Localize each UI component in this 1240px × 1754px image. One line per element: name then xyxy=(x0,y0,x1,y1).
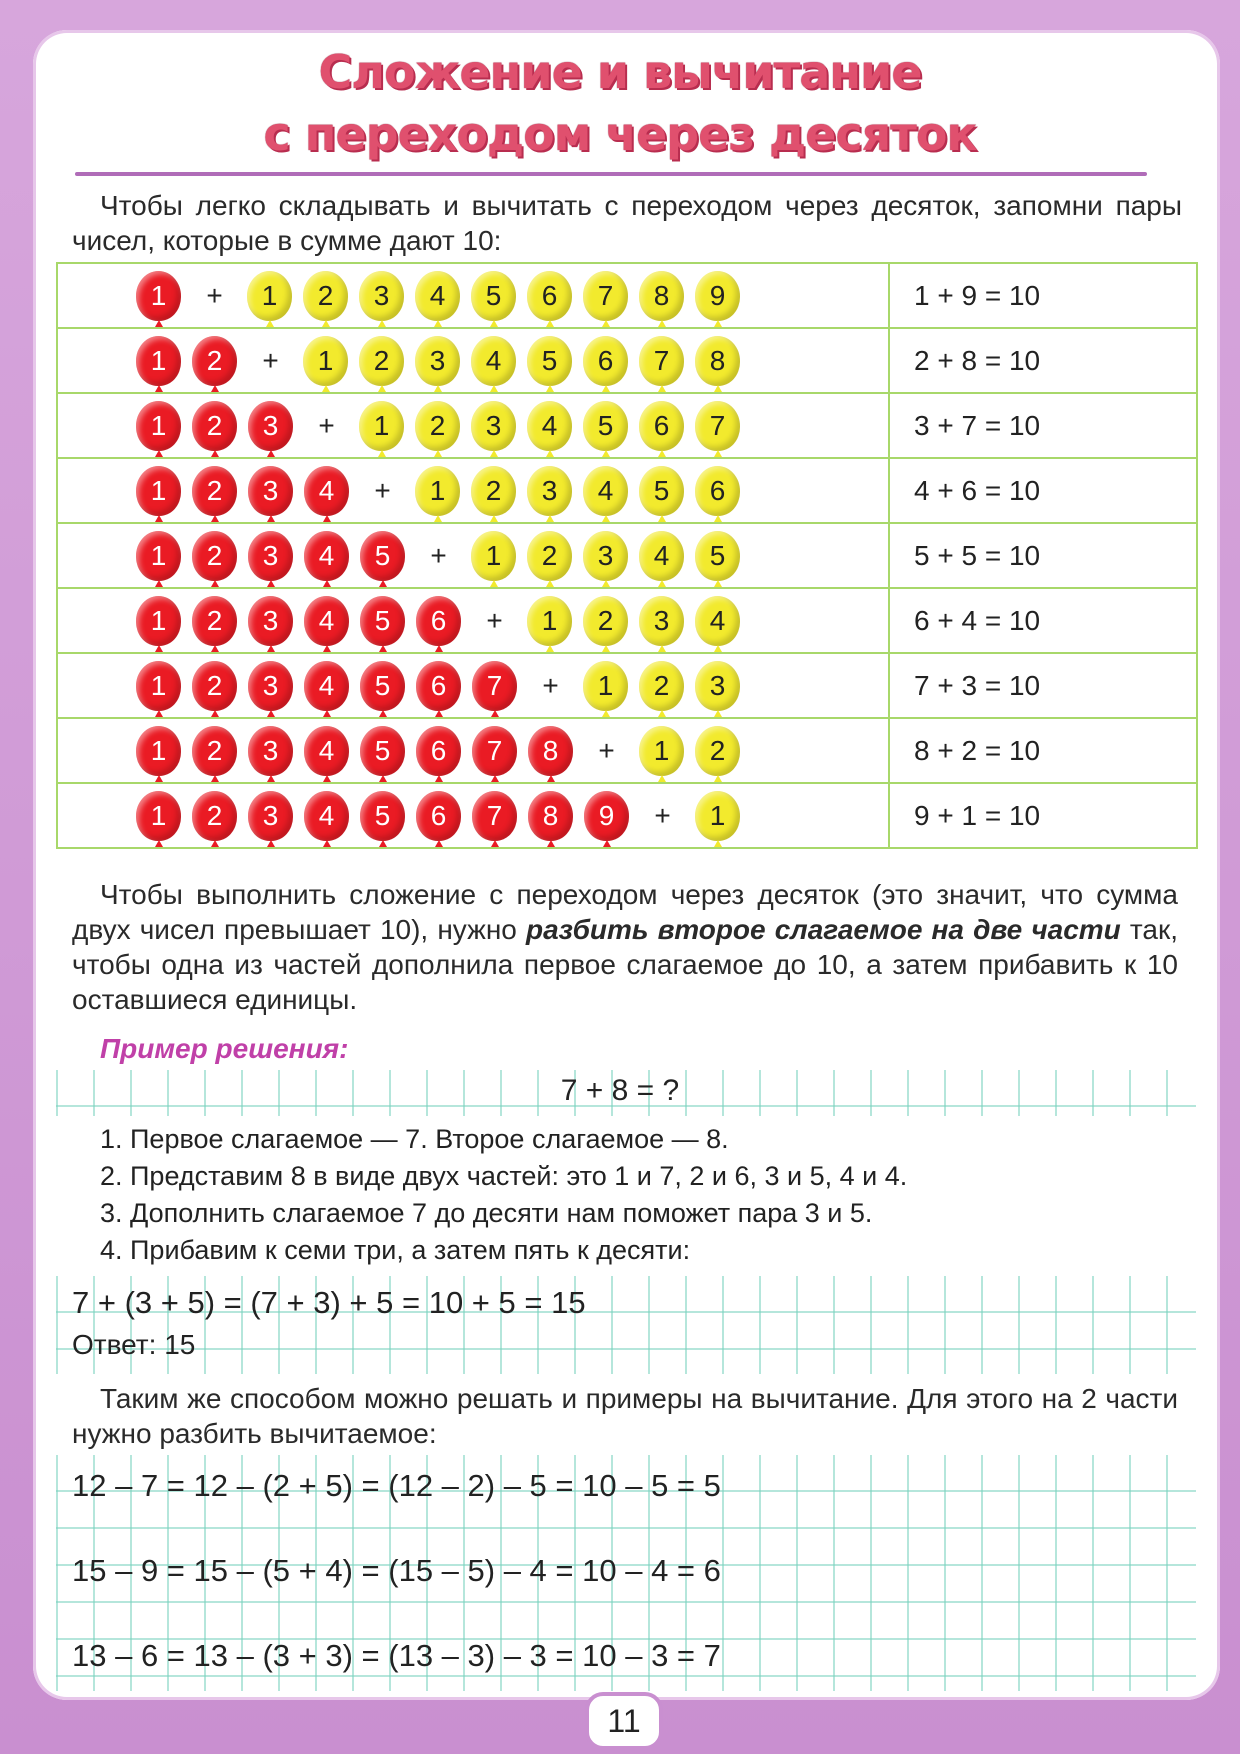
yellow-balloon-icon: 4 xyxy=(527,401,572,451)
page-title-line1: Сложение и вычитание xyxy=(318,45,922,99)
yellow-balloon-icon: 2 xyxy=(471,466,516,516)
yellow-balloon-icon: 1 xyxy=(471,531,516,581)
red-balloon-icon: 2 xyxy=(192,401,237,451)
yellow-balloon-icon: 8 xyxy=(695,336,740,386)
red-balloon-icon: 1 xyxy=(136,596,181,646)
pair-equation: 3 + 7 = 10 xyxy=(889,393,1197,458)
red-balloon-icon: 1 xyxy=(136,336,181,386)
red-balloon-icon: 4 xyxy=(304,661,349,711)
pair-row xyxy=(57,393,1197,458)
red-balloon-icon: 8 xyxy=(528,726,573,776)
pair-balls-cell xyxy=(57,653,889,718)
rule-text-part2: так, чтобы одна из частей дополнила первое слагаемое до 10, а затем прибавить к 10 оставшиеся единицы. xyxy=(72,914,1179,1015)
yellow-balloon-icon: 6 xyxy=(583,336,628,386)
example-step-2: 2. Представим 8 в виде двух частей: это 1 и 7, 2 и 6, 3 и 5, 4 и 4. xyxy=(100,1161,908,1191)
yellow-balloon-icon: 2 xyxy=(415,401,460,451)
rule-text-bold: разбить второе слагаемое на две части xyxy=(525,914,1121,945)
pair-row xyxy=(57,653,1197,718)
red-balloon-icon: 1 xyxy=(136,401,181,451)
red-balloon-icon: 7 xyxy=(472,661,517,711)
yellow-balloon-icon: 3 xyxy=(359,271,404,321)
red-balloon-icon: 3 xyxy=(248,531,293,581)
yellow-balloon-icon: 2 xyxy=(639,661,684,711)
yellow-balloon-icon: 2 xyxy=(359,336,404,386)
subtraction-example-3: 13 – 6 = 13 – (3 + 3) = (13 – 3) – 3 = 10 – 3 = 7 xyxy=(72,1638,721,1673)
title-divider xyxy=(75,172,1147,176)
yellow-balloon-icon: 3 xyxy=(471,401,516,451)
red-balloon-icon: 3 xyxy=(248,791,293,841)
rule-text-part1: Чтобы выполнить сложение с переходом через десяток (это значит, что сумма двух чисел превышает 10), нужно xyxy=(72,879,1178,945)
pair-equation: 6 + 4 = 10 xyxy=(889,588,1197,653)
yellow-balloon-icon: 1 xyxy=(359,401,404,451)
red-balloon-icon: 5 xyxy=(360,661,405,711)
yellow-balloon-icon: 6 xyxy=(695,466,740,516)
red-balloon-icon: 6 xyxy=(416,661,461,711)
red-balloon-icon: 1 xyxy=(136,531,181,581)
yellow-balloon-icon: 3 xyxy=(527,466,572,516)
red-balloon-icon: 1 xyxy=(136,661,181,711)
example-solution: 7 + (3 + 5) = (7 + 3) + 5 = 10 + 5 = 15 xyxy=(72,1285,586,1320)
red-balloon-icon: 4 xyxy=(304,791,349,841)
red-balloon-icon: 4 xyxy=(304,596,349,646)
red-balloon-icon: 2 xyxy=(192,336,237,386)
yellow-balloon-icon: 7 xyxy=(583,271,628,321)
yellow-balloon-icon: 3 xyxy=(415,336,460,386)
red-balloon-icon: 9 xyxy=(584,791,629,841)
yellow-balloon-icon: 8 xyxy=(639,271,684,321)
red-balloon-icon: 5 xyxy=(360,531,405,581)
yellow-balloon-icon: 1 xyxy=(527,596,572,646)
red-balloon-icon: 2 xyxy=(192,726,237,776)
plus-sign: + xyxy=(598,734,615,766)
yellow-balloon-icon: 4 xyxy=(415,271,460,321)
plus-sign: + xyxy=(430,539,447,571)
pair-balls-cell xyxy=(57,718,889,783)
yellow-balloon-icon: 3 xyxy=(583,531,628,581)
pair-equation: 4 + 6 = 10 xyxy=(889,458,1197,523)
subtraction-intro: Таким же способом можно решать и примеры на вычитание. Для этого на 2 части нужно разбить вычитаемое: xyxy=(72,1383,1178,1449)
pair-balls-cell xyxy=(57,328,889,393)
yellow-balloon-icon: 6 xyxy=(639,401,684,451)
yellow-balloon-icon: 5 xyxy=(695,531,740,581)
pair-equation: 2 + 8 = 10 xyxy=(889,328,1197,393)
example-step-1: 1. Первое слагаемое — 7. Второе слагаемое — 8. xyxy=(100,1124,729,1154)
pair-equation: 9 + 1 = 10 xyxy=(889,783,1197,848)
yellow-balloon-icon: 5 xyxy=(527,336,572,386)
pair-row xyxy=(57,328,1197,393)
yellow-balloon-icon: 3 xyxy=(639,596,684,646)
red-balloon-icon: 3 xyxy=(248,661,293,711)
example-answer: Ответ: 15 xyxy=(72,1329,196,1360)
subtraction-example-1: 12 – 7 = 12 – (2 + 5) = (12 – 2) – 5 = 10 – 5 = 5 xyxy=(72,1468,721,1503)
page-title-line2: с переходом через десяток xyxy=(263,107,977,161)
yellow-balloon-icon: 2 xyxy=(695,726,740,776)
yellow-balloon-icon: 1 xyxy=(247,271,292,321)
pair-equation: 5 + 5 = 10 xyxy=(889,523,1197,588)
pair-balls-cell xyxy=(57,523,889,588)
red-balloon-icon: 3 xyxy=(248,596,293,646)
pair-balls-cell xyxy=(57,783,889,848)
pair-row xyxy=(57,263,1197,328)
red-balloon-icon: 5 xyxy=(360,791,405,841)
red-balloon-icon: 2 xyxy=(192,531,237,581)
page-number: 11 xyxy=(585,1692,663,1750)
plus-sign: + xyxy=(318,409,335,441)
red-balloon-icon: 6 xyxy=(416,791,461,841)
red-balloon-icon: 3 xyxy=(248,466,293,516)
pair-equation: 1 + 9 = 10 xyxy=(889,263,1197,328)
red-balloon-icon: 3 xyxy=(248,726,293,776)
red-balloon-icon: 6 xyxy=(416,596,461,646)
example-step-3: 3. Дополнить слагаемое 7 до десяти нам поможет пара 3 и 5. xyxy=(100,1198,873,1228)
red-balloon-icon: 4 xyxy=(304,726,349,776)
pair-equation: 8 + 2 = 10 xyxy=(889,718,1197,783)
red-balloon-icon: 7 xyxy=(472,726,517,776)
red-balloon-icon: 6 xyxy=(416,726,461,776)
red-balloon-icon: 2 xyxy=(192,661,237,711)
plus-sign: + xyxy=(486,604,503,636)
yellow-balloon-icon: 6 xyxy=(527,271,572,321)
yellow-balloon-icon: 7 xyxy=(639,336,684,386)
yellow-balloon-icon: 3 xyxy=(695,661,740,711)
pair-row xyxy=(57,718,1197,783)
yellow-balloon-icon: 5 xyxy=(583,401,628,451)
yellow-balloon-icon: 1 xyxy=(695,791,740,841)
red-balloon-icon: 5 xyxy=(360,596,405,646)
yellow-balloon-icon: 2 xyxy=(527,531,572,581)
yellow-balloon-icon: 4 xyxy=(695,596,740,646)
plus-sign: + xyxy=(206,279,223,311)
red-balloon-icon: 7 xyxy=(472,791,517,841)
pair-balls-cell xyxy=(57,588,889,653)
plus-sign: + xyxy=(374,474,391,506)
red-balloon-icon: 1 xyxy=(136,726,181,776)
red-balloon-icon: 2 xyxy=(192,791,237,841)
yellow-balloon-icon: 1 xyxy=(303,336,348,386)
yellow-balloon-icon: 2 xyxy=(583,596,628,646)
pair-row xyxy=(57,588,1197,653)
red-balloon-icon: 8 xyxy=(528,791,573,841)
yellow-balloon-icon: 7 xyxy=(695,401,740,451)
red-balloon-icon: 1 xyxy=(136,791,181,841)
red-balloon-icon: 5 xyxy=(360,726,405,776)
example-step-4: 4. Прибавим к семи три, а затем пять к десяти: xyxy=(100,1235,691,1265)
pair-balls-cell xyxy=(57,263,889,328)
yellow-balloon-icon: 5 xyxy=(471,271,516,321)
yellow-balloon-icon: 4 xyxy=(583,466,628,516)
red-balloon-icon: 1 xyxy=(136,271,181,321)
pair-row xyxy=(57,458,1197,523)
rule-text xyxy=(72,877,1178,1017)
subtraction-example-2: 15 – 9 = 15 – (5 + 4) = (15 – 5) – 4 = 10 – 4 = 6 xyxy=(72,1553,721,1588)
red-balloon-icon: 1 xyxy=(136,466,181,516)
plus-sign: + xyxy=(542,669,559,701)
red-balloon-icon: 3 xyxy=(248,401,293,451)
yellow-balloon-icon: 1 xyxy=(415,466,460,516)
plus-sign: + xyxy=(262,344,279,376)
pair-equation: 7 + 3 = 10 xyxy=(889,653,1197,718)
pair-row xyxy=(57,783,1197,848)
example-task: 7 + 8 = ? xyxy=(560,1074,680,1107)
yellow-balloon-icon: 1 xyxy=(639,726,684,776)
red-balloon-icon: 2 xyxy=(192,466,237,516)
plus-sign: + xyxy=(654,799,671,831)
intro-text: Чтобы легко складывать и вычитать с переходом через десяток, запомни пары чисел, которые в сумме дают 10: xyxy=(72,190,1182,256)
yellow-balloon-icon: 4 xyxy=(471,336,516,386)
yellow-balloon-icon: 4 xyxy=(639,531,684,581)
pair-balls-cell xyxy=(57,393,889,458)
pair-balls-cell xyxy=(57,458,889,523)
red-balloon-icon: 2 xyxy=(192,596,237,646)
pair-row xyxy=(57,523,1197,588)
example-label: Пример решения: xyxy=(100,1033,349,1064)
red-balloon-icon: 4 xyxy=(304,531,349,581)
yellow-balloon-icon: 2 xyxy=(303,271,348,321)
yellow-balloon-icon: 9 xyxy=(695,271,740,321)
yellow-balloon-icon: 1 xyxy=(583,661,628,711)
pairs-table xyxy=(56,262,1198,849)
yellow-balloon-icon: 5 xyxy=(639,466,684,516)
red-balloon-icon: 4 xyxy=(304,466,349,516)
